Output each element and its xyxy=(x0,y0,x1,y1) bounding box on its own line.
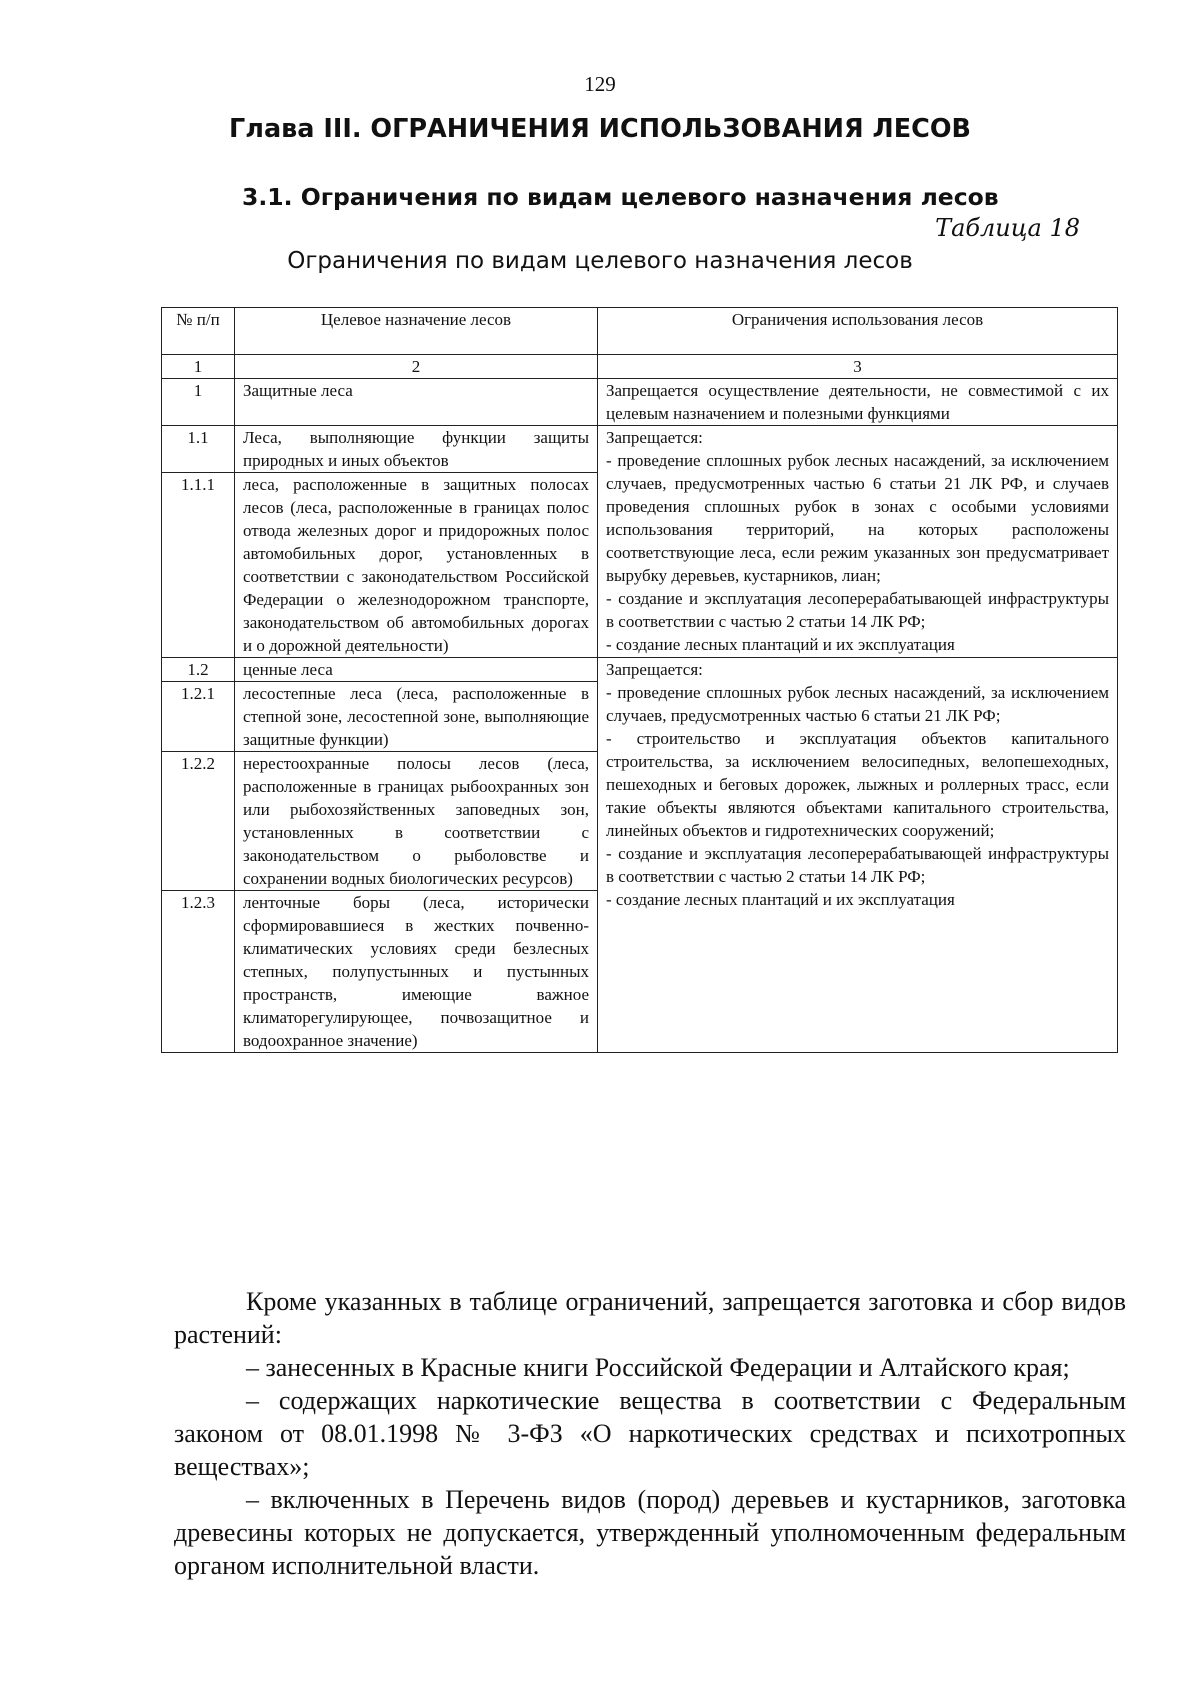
row-num: 1.2.3 xyxy=(162,891,235,1053)
section-title: 3.1. Ограничения по видам целевого назначения лесов xyxy=(242,183,999,211)
header-purpose: Целевое назначение лесов xyxy=(235,308,598,355)
row-purpose: ленточные боры (леса, исторически сформировавшиеся в жестких почвенно-климатических условиях среди безлесных степных, полупустынных и пустынных пространств, имеющие важное климаторегулирующее, почвозащитное и водоохранное значение) xyxy=(235,891,598,1053)
row-num: 1.2.1 xyxy=(162,682,235,752)
restrictions-table xyxy=(161,307,1118,1053)
row-purpose: Защитные леса xyxy=(235,379,598,426)
table-label: Таблица 18 xyxy=(935,214,1080,242)
restriction-line: Запрещается: xyxy=(606,660,703,679)
page-number: 129 xyxy=(584,72,616,96)
table-row xyxy=(162,658,1118,682)
restriction-line: - проведение сплошных рубок лесных насаждений, за исключением случаев, предусмотренных частью 6 статьи 21 ЛК РФ; xyxy=(606,683,1109,725)
restriction-line: - проведение сплошных рубок лесных насаждений, за исключением случаев, предусмотренных частью 6 статьи 21 ЛК РФ, и случаев проведения сплошных рубок в зонах с особыми условиями использования территорий, на которых расположены соответствующие леса, если режим указанных зон предусматривает вырубку деревьев, кустарников, лиан; xyxy=(606,451,1109,585)
row-restriction: Запрещается осуществление деятельности, не совместимой с их целевым назначением и полезными функциями xyxy=(598,379,1118,426)
column-numbers-row xyxy=(162,355,1118,379)
restriction-line: - создание и эксплуатация лесоперерабатывающей инфраструктуры в соответствии с частью 2 статьи 14 ЛК РФ; xyxy=(606,844,1109,886)
body-paragraph: Кроме указанных в таблице ограничений, запрещается заготовка и сбор видов растений: xyxy=(174,1287,1126,1349)
header-restrictions: Ограничения использования лесов xyxy=(598,308,1118,355)
col-number-3: 3 xyxy=(598,355,1118,379)
row-num: 1.1.1 xyxy=(162,473,235,658)
restriction-line: - создание и эксплуатация лесоперерабатывающей инфраструктуры в соответствии с частью 2 статьи 14 ЛК РФ; xyxy=(606,589,1109,631)
row-purpose: нерестоохранные полосы лесов (леса, расположенные в границах рыбоохранных зон или рыбохозяйственных заповедных зон, установленных в соответствии с законодательством о рыболовстве и сохранении водных биологических ресурсов) xyxy=(235,752,598,891)
restrictions-group-1-1 xyxy=(598,426,1118,658)
row-num: 1.2 xyxy=(162,658,235,682)
restriction-line: - создание лесных плантаций и их эксплуатация xyxy=(606,890,955,909)
restriction-line: Запрещается: xyxy=(606,428,703,447)
row-purpose: Леса, выполняющие функции защиты природных и иных объектов xyxy=(235,426,598,473)
body-list-item: – занесенных в Красные книги Российской Федерации и Алтайского края; xyxy=(246,1353,1070,1382)
restriction-line: - создание лесных плантаций и их эксплуатация xyxy=(606,635,955,654)
row-purpose: лесостепные леса (леса, расположенные в степной зоне, лесостепной зоне, выполняющие защитные функции) xyxy=(235,682,598,752)
table-header-row xyxy=(162,308,1118,355)
col-number-2: 2 xyxy=(235,355,598,379)
row-purpose: ценные леса xyxy=(235,658,598,682)
col-number-1: 1 xyxy=(162,355,235,379)
body-text xyxy=(174,1285,1126,1582)
row-num: 1.1 xyxy=(162,426,235,473)
table-caption: Ограничения по видам целевого назначения лесов xyxy=(287,248,913,274)
row-num: 1 xyxy=(162,379,235,426)
table-row xyxy=(162,379,1118,426)
table-row xyxy=(162,426,1118,473)
body-list-item: – содержащих наркотические вещества в соответствии с Федеральным законом от 08.01.1998 № 3-ФЗ «О наркотических средствах и психотропных веществах»; xyxy=(174,1386,1126,1481)
restrictions-group-1-2 xyxy=(598,658,1118,1053)
row-num: 1.2.2 xyxy=(162,752,235,891)
row-purpose: леса, расположенные в защитных полосах лесов (леса, расположенные в границах полос отвода железных дорог и придорожных полос автомобильных дорог, установленных в соответствии с законодательством Российской Федерации о железнодорожном транспорте, законодательством об автомобильных дорогах и о дорожной деятельности) xyxy=(235,473,598,658)
body-list-item: – включенных в Перечень видов (пород) деревьев и кустарников, заготовка древесины которых не допускается, утвержденный уполномоченным федеральным органом исполнительной власти. xyxy=(174,1485,1126,1580)
header-num: № п/п xyxy=(162,308,235,355)
restriction-line: - строительство и эксплуатация объектов капитального строительства, за исключением велосипедных, велопешеходных, пешеходных и беговых дорожек, лыжных и роллерных трасс, если такие объекты являются объектами капитального строительства, линейных объектов и гидротехнических сооружений; xyxy=(606,729,1109,840)
chapter-title: Глава III. ОГРАНИЧЕНИЯ ИСПОЛЬЗОВАНИЯ ЛЕСОВ xyxy=(229,114,971,144)
